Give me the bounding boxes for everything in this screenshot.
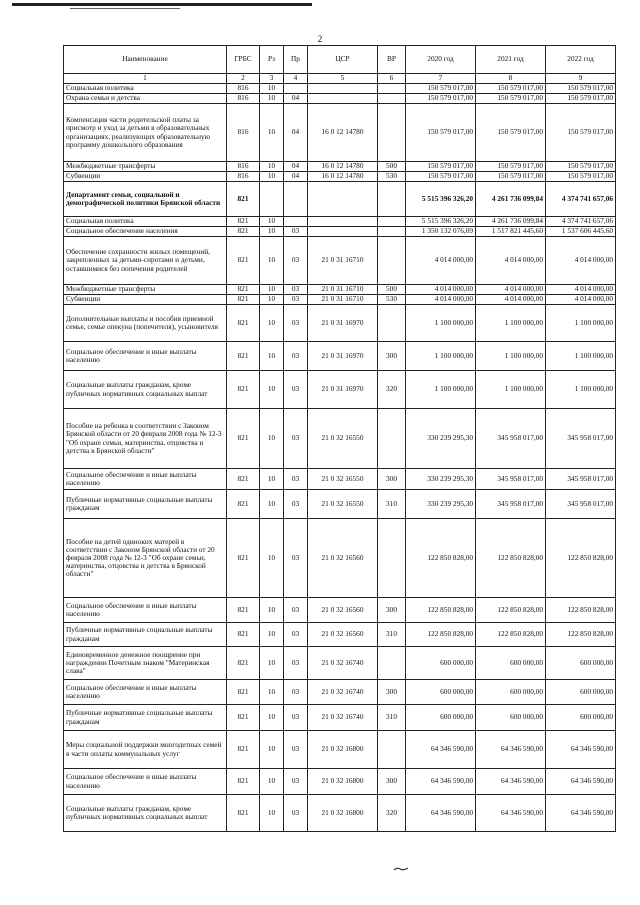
- cell-2021: 64 346 590,00: [476, 731, 546, 769]
- col-header-name: Наименование: [64, 46, 227, 74]
- cell-name: Департамент семьи, социальной и демографической политики Брянской области: [64, 182, 227, 217]
- cell-csr: 21 0 32 16740: [308, 647, 378, 680]
- cell-grbs: 821: [227, 469, 260, 490]
- cell-2020: 600 000,00: [406, 680, 476, 705]
- cell-2021: 122 850 828,00: [476, 623, 546, 647]
- col-index: 6: [378, 74, 406, 84]
- cell-vr: [378, 409, 406, 469]
- cell-vr: [378, 647, 406, 680]
- col-header-2020: 2020 год: [406, 46, 476, 74]
- cell-2022: 150 579 017,00: [546, 84, 616, 94]
- cell-pr: 03: [284, 305, 308, 342]
- cell-vr: [378, 94, 406, 104]
- table-row: [64, 94, 616, 104]
- cell-name: Единовременное денежное поощрение при награждении Почетным знаком "Материнская слава": [64, 647, 227, 680]
- cell-grbs: 821: [227, 305, 260, 342]
- cell-grbs: 821: [227, 705, 260, 731]
- table-row: [64, 769, 616, 795]
- cell-name: Субвенции: [64, 295, 227, 305]
- cell-grbs: 816: [227, 162, 260, 172]
- cell-rz: 10: [260, 172, 284, 182]
- cell-csr: 21 0 31 16970: [308, 342, 378, 371]
- cell-rz: 10: [260, 647, 284, 680]
- cell-2022: 4 014 000,00: [546, 237, 616, 285]
- cell-2021: 1 517 821 445,60: [476, 227, 546, 237]
- cell-csr: 21 0 32 16560: [308, 623, 378, 647]
- col-header-pr: Пр: [284, 46, 308, 74]
- cell-2020: 5 515 396 326,20: [406, 217, 476, 227]
- cell-2020: 5 515 396 326,20: [406, 182, 476, 217]
- cell-rz: 10: [260, 84, 284, 94]
- cell-csr: 21 0 32 16560: [308, 519, 378, 598]
- cell-2021: 150 579 017,00: [476, 104, 546, 162]
- cell-grbs: 821: [227, 237, 260, 285]
- cell-csr: 21 0 31 16710: [308, 285, 378, 295]
- table-row: [64, 371, 616, 409]
- cell-vr: 500: [378, 162, 406, 172]
- cell-2021: 600 000,00: [476, 705, 546, 731]
- scan-top-edge-mark-secondary: [70, 8, 180, 9]
- cell-2020: 4 014 000,00: [406, 237, 476, 285]
- cell-vr: 300: [378, 469, 406, 490]
- cell-name: Публичные нормативные социальные выплаты гражданам: [64, 490, 227, 519]
- table-row: [64, 237, 616, 285]
- col-index: 7: [406, 74, 476, 84]
- cell-2020: 150 579 017,00: [406, 162, 476, 172]
- cell-2021: 4 261 736 099,84: [476, 182, 546, 217]
- cell-rz: 10: [260, 519, 284, 598]
- cell-csr: 21 0 32 16800: [308, 731, 378, 769]
- cell-rz: 10: [260, 162, 284, 172]
- cell-vr: [378, 519, 406, 598]
- cell-2022: 1 100 000,00: [546, 342, 616, 371]
- cell-pr: 04: [284, 94, 308, 104]
- col-index: 5: [308, 74, 378, 84]
- cell-2022: 600 000,00: [546, 680, 616, 705]
- cell-csr: 21 0 32 16740: [308, 680, 378, 705]
- cell-2021: 1 100 000,00: [476, 305, 546, 342]
- cell-pr: 03: [284, 598, 308, 623]
- cell-rz: 10: [260, 227, 284, 237]
- cell-2022: 345 958 017,00: [546, 490, 616, 519]
- cell-vr: [378, 731, 406, 769]
- table-row: [64, 623, 616, 647]
- cell-2021: 4 014 000,00: [476, 295, 546, 305]
- cell-name: Пособие на ребенка в соответствии с Законом Брянской области от 20 февраля 2008 года № 12-3 "Об охране семьи, материнства, отцовства и детства в Брянской области": [64, 409, 227, 469]
- cell-grbs: 821: [227, 647, 260, 680]
- col-header-2022: 2022 год: [546, 46, 616, 74]
- cell-grbs: 821: [227, 409, 260, 469]
- table-row: [64, 409, 616, 469]
- cell-pr: 03: [284, 731, 308, 769]
- cell-2022: 600 000,00: [546, 705, 616, 731]
- cell-2022: 122 850 828,00: [546, 598, 616, 623]
- cell-2021: 1 100 000,00: [476, 371, 546, 409]
- table-row: [64, 342, 616, 371]
- cell-vr: [378, 182, 406, 217]
- cell-vr: 310: [378, 490, 406, 519]
- cell-pr: 03: [284, 469, 308, 490]
- cell-2022: 150 579 017,00: [546, 162, 616, 172]
- cell-grbs: 821: [227, 680, 260, 705]
- cell-rz: 10: [260, 731, 284, 769]
- cell-vr: 300: [378, 769, 406, 795]
- cell-name: Социальное обеспечение и иные выплаты населению: [64, 342, 227, 371]
- cell-2020: 600 000,00: [406, 705, 476, 731]
- table-row: [64, 647, 616, 680]
- cell-csr: 21 0 32 16560: [308, 598, 378, 623]
- table-row: [64, 84, 616, 94]
- col-header-grbs: ГРБС: [227, 46, 260, 74]
- cell-name: Социальное обеспечение и иные выплаты населению: [64, 598, 227, 623]
- cell-csr: [308, 182, 378, 217]
- cell-pr: [284, 182, 308, 217]
- cell-2021: 122 850 828,00: [476, 519, 546, 598]
- table-row: [64, 705, 616, 731]
- cell-rz: 10: [260, 295, 284, 305]
- cell-2021: 600 000,00: [476, 647, 546, 680]
- table-row: [64, 217, 616, 227]
- cell-2022: 150 579 017,00: [546, 104, 616, 162]
- cell-name: Социальное обеспечение и иные выплаты населению: [64, 680, 227, 705]
- cell-vr: 310: [378, 705, 406, 731]
- cell-2022: 1 100 000,00: [546, 305, 616, 342]
- cell-2022: 4 014 000,00: [546, 295, 616, 305]
- cell-csr: 16 0 12 14780: [308, 172, 378, 182]
- cell-rz: 10: [260, 342, 284, 371]
- table-row: [64, 795, 616, 832]
- cell-2020: 330 239 295,30: [406, 409, 476, 469]
- cell-rz: 10: [260, 680, 284, 705]
- col-header-csr: ЦСР: [308, 46, 378, 74]
- cell-name: Межбюджетные трансферты: [64, 285, 227, 295]
- cell-csr: 21 0 31 16970: [308, 305, 378, 342]
- cell-name: Субвенции: [64, 172, 227, 182]
- cell-vr: 300: [378, 598, 406, 623]
- cell-grbs: 816: [227, 84, 260, 94]
- cell-name: Меры социальной поддержки многодетных семей в части оплаты коммунальных услуг: [64, 731, 227, 769]
- cell-pr: 03: [284, 490, 308, 519]
- cell-grbs: 816: [227, 94, 260, 104]
- cell-pr: 03: [284, 705, 308, 731]
- cell-name: Социальные выплаты гражданам, кроме публичных нормативных социальных выплат: [64, 795, 227, 832]
- cell-csr: 16 0 12 14780: [308, 104, 378, 162]
- table-row: [64, 285, 616, 295]
- cell-name: Компенсация части родительской платы за присмотр и уход за детьми в образовательных организациях, реализующих образовательную программу дошкольного образования: [64, 104, 227, 162]
- cell-2020: 64 346 590,00: [406, 795, 476, 832]
- cell-csr: [308, 227, 378, 237]
- cell-vr: 300: [378, 342, 406, 371]
- cell-grbs: 821: [227, 731, 260, 769]
- cell-grbs: 821: [227, 285, 260, 295]
- cell-rz: 10: [260, 490, 284, 519]
- cell-name: Социальное обеспечение и иные выплаты населению: [64, 469, 227, 490]
- cell-2022: 345 958 017,00: [546, 409, 616, 469]
- table-header-row: [64, 46, 616, 74]
- cell-rz: 10: [260, 598, 284, 623]
- cell-2020: 1 100 000,00: [406, 305, 476, 342]
- cell-2022: 122 850 828,00: [546, 623, 616, 647]
- cell-2022: 4 374 741 657,06: [546, 182, 616, 217]
- cell-2021: 1 100 000,00: [476, 342, 546, 371]
- column-index-row: [64, 74, 616, 84]
- cell-csr: 21 0 32 16550: [308, 490, 378, 519]
- cell-2020: 600 000,00: [406, 647, 476, 680]
- cell-csr: [308, 84, 378, 94]
- table-body: [64, 84, 616, 832]
- cell-vr: [378, 104, 406, 162]
- cell-rz: 10: [260, 795, 284, 832]
- cell-2022: 4 014 000,00: [546, 285, 616, 295]
- cell-vr: [378, 237, 406, 285]
- cell-grbs: 816: [227, 172, 260, 182]
- cell-vr: 530: [378, 295, 406, 305]
- cell-rz: 10: [260, 305, 284, 342]
- cell-pr: 03: [284, 769, 308, 795]
- cell-csr: [308, 217, 378, 227]
- cell-2020: 1 350 132 076,09: [406, 227, 476, 237]
- table-row: [64, 182, 616, 217]
- cell-csr: [308, 94, 378, 104]
- cell-name: Дополнительные выплаты и пособия приемной семье, семье опекуна (попечителя), усыновителя: [64, 305, 227, 342]
- cell-rz: 10: [260, 237, 284, 285]
- cell-vr: [378, 227, 406, 237]
- cell-grbs: 821: [227, 623, 260, 647]
- cell-name: Социальное обеспечение и иные выплаты населению: [64, 769, 227, 795]
- cell-pr: 04: [284, 104, 308, 162]
- cell-csr: 21 0 31 16710: [308, 295, 378, 305]
- cell-grbs: 821: [227, 371, 260, 409]
- cell-2020: 330 239 295,30: [406, 469, 476, 490]
- cell-pr: 04: [284, 172, 308, 182]
- cell-2021: 4 014 000,00: [476, 237, 546, 285]
- cell-rz: [260, 182, 284, 217]
- cell-rz: 10: [260, 94, 284, 104]
- cell-grbs: 821: [227, 227, 260, 237]
- cell-pr: 03: [284, 295, 308, 305]
- cell-pr: 04: [284, 162, 308, 172]
- cell-pr: 03: [284, 409, 308, 469]
- scan-mark: [393, 866, 409, 872]
- col-index: 8: [476, 74, 546, 84]
- cell-2020: 330 239 295,30: [406, 490, 476, 519]
- table-row: [64, 104, 616, 162]
- cell-name: Социальные выплаты гражданам, кроме публичных нормативных социальных выплат: [64, 371, 227, 409]
- col-index: 9: [546, 74, 616, 84]
- cell-rz: 10: [260, 469, 284, 490]
- cell-2020: 1 100 000,00: [406, 371, 476, 409]
- cell-2022: 150 579 017,00: [546, 172, 616, 182]
- cell-2021: 122 850 828,00: [476, 598, 546, 623]
- cell-vr: 320: [378, 371, 406, 409]
- col-index: 3: [260, 74, 284, 84]
- cell-vr: 500: [378, 285, 406, 295]
- cell-2021: 4 014 000,00: [476, 285, 546, 295]
- cell-rz: 10: [260, 769, 284, 795]
- cell-grbs: 821: [227, 490, 260, 519]
- cell-vr: 320: [378, 795, 406, 832]
- col-index: 4: [284, 74, 308, 84]
- cell-grbs: 816: [227, 104, 260, 162]
- cell-2021: 150 579 017,00: [476, 172, 546, 182]
- cell-csr: 21 0 32 16800: [308, 769, 378, 795]
- cell-pr: 03: [284, 237, 308, 285]
- cell-pr: 03: [284, 795, 308, 832]
- cell-2021: 4 261 736 099,84: [476, 217, 546, 227]
- cell-pr: [284, 217, 308, 227]
- cell-2020: 150 579 017,00: [406, 104, 476, 162]
- cell-rz: 10: [260, 217, 284, 227]
- cell-name: Публичные нормативные социальные выплаты гражданам: [64, 705, 227, 731]
- cell-2020: 122 850 828,00: [406, 519, 476, 598]
- table-row: [64, 519, 616, 598]
- cell-vr: 310: [378, 623, 406, 647]
- cell-grbs: 821: [227, 519, 260, 598]
- table-row: [64, 680, 616, 705]
- table-row: [64, 598, 616, 623]
- cell-pr: 03: [284, 647, 308, 680]
- cell-grbs: 821: [227, 295, 260, 305]
- cell-csr: 16 0 12 14780: [308, 162, 378, 172]
- cell-2022: 150 579 017,00: [546, 94, 616, 104]
- cell-2020: 122 850 828,00: [406, 623, 476, 647]
- cell-2021: 64 346 590,00: [476, 769, 546, 795]
- cell-pr: 03: [284, 519, 308, 598]
- cell-2021: 345 958 017,00: [476, 469, 546, 490]
- cell-rz: 10: [260, 409, 284, 469]
- budget-table: [63, 45, 616, 832]
- cell-2022: 64 346 590,00: [546, 795, 616, 832]
- cell-2020: 4 014 000,00: [406, 285, 476, 295]
- cell-csr: 21 0 32 16550: [308, 409, 378, 469]
- cell-rz: 10: [260, 623, 284, 647]
- cell-2020: 64 346 590,00: [406, 731, 476, 769]
- cell-2022: 1 100 000,00: [546, 371, 616, 409]
- cell-pr: 03: [284, 227, 308, 237]
- cell-2021: 600 000,00: [476, 680, 546, 705]
- cell-name: Пособие на детей одиноких матерей в соответствии с Законом Брянской области от 20 февраля 2008 года № 12-3 "Об охране семьи, материнства, отцовства и детства в Брянской области": [64, 519, 227, 598]
- cell-vr: [378, 84, 406, 94]
- cell-grbs: 821: [227, 182, 260, 217]
- cell-name: Социальная политика: [64, 217, 227, 227]
- cell-name: Публичные нормативные социальные выплаты гражданам: [64, 623, 227, 647]
- table-row: [64, 227, 616, 237]
- table-row: [64, 295, 616, 305]
- cell-csr: 21 0 31 16710: [308, 237, 378, 285]
- col-header-vr: ВР: [378, 46, 406, 74]
- cell-2021: 345 958 017,00: [476, 409, 546, 469]
- cell-2022: 64 346 590,00: [546, 731, 616, 769]
- col-index: 2: [227, 74, 260, 84]
- cell-name: Межбюджетные трансферты: [64, 162, 227, 172]
- table-row: [64, 490, 616, 519]
- cell-2021: 150 579 017,00: [476, 84, 546, 94]
- table-row: [64, 305, 616, 342]
- cell-grbs: 821: [227, 342, 260, 371]
- cell-2022: 64 346 590,00: [546, 769, 616, 795]
- cell-2021: 345 958 017,00: [476, 490, 546, 519]
- cell-2022: 122 850 828,00: [546, 519, 616, 598]
- cell-vr: [378, 217, 406, 227]
- cell-name: Охрана семьи и детства: [64, 94, 227, 104]
- cell-pr: 03: [284, 680, 308, 705]
- cell-2020: 150 579 017,00: [406, 94, 476, 104]
- cell-2020: 150 579 017,00: [406, 84, 476, 94]
- cell-pr: 03: [284, 342, 308, 371]
- cell-2021: 64 346 590,00: [476, 795, 546, 832]
- table-row: [64, 172, 616, 182]
- cell-pr: 03: [284, 371, 308, 409]
- cell-csr: 21 0 32 16800: [308, 795, 378, 832]
- table-row: [64, 469, 616, 490]
- col-header-2021: 2021 год: [476, 46, 546, 74]
- cell-2022: 1 537 606 445,60: [546, 227, 616, 237]
- col-index: 1: [64, 74, 227, 84]
- cell-vr: 530: [378, 172, 406, 182]
- cell-csr: 21 0 32 16740: [308, 705, 378, 731]
- page-number: 2: [317, 34, 323, 44]
- cell-vr: 300: [378, 680, 406, 705]
- cell-vr: [378, 305, 406, 342]
- cell-pr: 03: [284, 285, 308, 295]
- cell-grbs: 821: [227, 769, 260, 795]
- cell-rz: 10: [260, 285, 284, 295]
- cell-pr: 03: [284, 623, 308, 647]
- cell-csr: 21 0 31 16970: [308, 371, 378, 409]
- cell-2021: 150 579 017,00: [476, 162, 546, 172]
- cell-name: Социальное обеспечение населения: [64, 227, 227, 237]
- cell-2020: 64 346 590,00: [406, 769, 476, 795]
- cell-2020: 150 579 017,00: [406, 172, 476, 182]
- cell-rz: 10: [260, 104, 284, 162]
- cell-2021: 150 579 017,00: [476, 94, 546, 104]
- cell-name: Социальная политика: [64, 84, 227, 94]
- cell-csr: 21 0 32 16550: [308, 469, 378, 490]
- cell-2022: 4 374 741 657,06: [546, 217, 616, 227]
- col-header-rz: Рз: [260, 46, 284, 74]
- scan-top-edge-mark: [12, 3, 312, 6]
- table-row: [64, 731, 616, 769]
- cell-2022: 600 000,00: [546, 647, 616, 680]
- cell-2020: 1 100 000,00: [406, 342, 476, 371]
- cell-grbs: 821: [227, 598, 260, 623]
- cell-2020: 122 850 828,00: [406, 598, 476, 623]
- cell-name: Обеспечение сохранности жилых помещений, закрепленных за детьми-сиротами и детьми, оставшимися без попечения родителей: [64, 237, 227, 285]
- cell-2022: 345 958 017,00: [546, 469, 616, 490]
- cell-rz: 10: [260, 705, 284, 731]
- cell-grbs: 821: [227, 795, 260, 832]
- cell-2020: 4 014 000,00: [406, 295, 476, 305]
- cell-grbs: 821: [227, 217, 260, 227]
- cell-pr: [284, 84, 308, 94]
- table-row: [64, 162, 616, 172]
- cell-rz: 10: [260, 371, 284, 409]
